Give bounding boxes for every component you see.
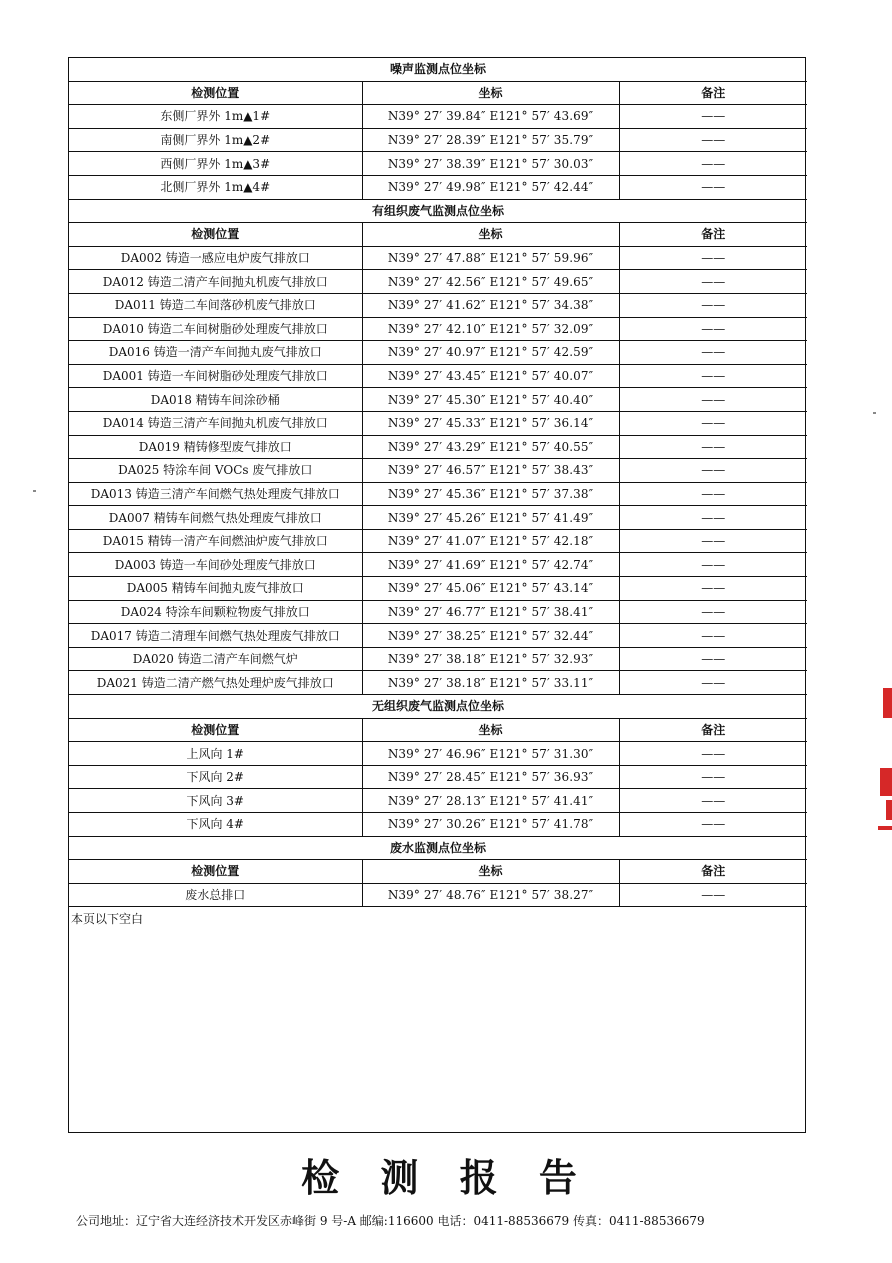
cell-location: 下风向 4# bbox=[69, 813, 362, 837]
table-row bbox=[69, 459, 807, 483]
cell-coordinates: N39° 27′ 45.33″ E121° 57′ 36.14″ bbox=[362, 411, 619, 435]
section-title: 有组织废气监测点位坐标 bbox=[69, 199, 807, 223]
cell-location: 废水总排口 bbox=[69, 883, 362, 907]
cell-coordinates: N39° 27′ 38.18″ E121° 57′ 32.93″ bbox=[362, 647, 619, 671]
column-header-row bbox=[69, 718, 807, 742]
cell-coordinates: N39° 27′ 39.84″ E121° 57′ 43.69″ bbox=[362, 105, 619, 129]
cell-remarks: —— bbox=[619, 742, 807, 766]
cell-coordinates: N39° 27′ 40.97″ E121° 57′ 42.59″ bbox=[362, 341, 619, 365]
cell-location: DA017 铸造二清理车间燃气热处理废气排放口 bbox=[69, 624, 362, 648]
table-row bbox=[69, 105, 807, 129]
cell-location: DA020 铸造二清产车间燃气炉 bbox=[69, 647, 362, 671]
cell-remarks: —— bbox=[619, 647, 807, 671]
scan-speck bbox=[873, 412, 876, 414]
table-row bbox=[69, 789, 807, 813]
cell-location: 上风向 1# bbox=[69, 742, 362, 766]
cell-coordinates: N39° 27′ 46.57″ E121° 57′ 38.43″ bbox=[362, 459, 619, 483]
cell-location: DA010 铸造二车间树脂砂处理废气排放口 bbox=[69, 317, 362, 341]
header-location: 检测位置 bbox=[69, 223, 362, 247]
header-coordinates: 坐标 bbox=[362, 860, 619, 884]
header-remarks: 备注 bbox=[619, 81, 807, 105]
cell-coordinates: N39° 27′ 49.98″ E121° 57′ 42.44″ bbox=[362, 175, 619, 199]
cell-coordinates: N39° 27′ 46.96″ E121° 57′ 31.30″ bbox=[362, 742, 619, 766]
cell-coordinates: N39° 27′ 38.39″ E121° 57′ 30.03″ bbox=[362, 152, 619, 176]
cell-coordinates: N39° 27′ 45.06″ E121° 57′ 43.14″ bbox=[362, 577, 619, 601]
cell-location: DA025 特涂车间 VOCs 废气排放口 bbox=[69, 459, 362, 483]
cell-remarks: —— bbox=[619, 435, 807, 459]
table-row bbox=[69, 435, 807, 459]
section-title-row bbox=[69, 695, 807, 719]
cell-remarks: —— bbox=[619, 482, 807, 506]
cell-coordinates: N39° 27′ 42.10″ E121° 57′ 32.09″ bbox=[362, 317, 619, 341]
table-row bbox=[69, 175, 807, 199]
cell-coordinates: N39° 27′ 45.36″ E121° 57′ 37.38″ bbox=[362, 482, 619, 506]
monitoring-coordinates-table bbox=[69, 58, 807, 907]
table-row bbox=[69, 671, 807, 695]
cell-remarks: —— bbox=[619, 600, 807, 624]
table-row bbox=[69, 624, 807, 648]
cell-coordinates: N39° 27′ 45.26″ E121° 57′ 41.49″ bbox=[362, 506, 619, 530]
header-location: 检测位置 bbox=[69, 81, 362, 105]
blank-page-note: 本页以下空白 bbox=[71, 912, 144, 927]
stamp-edge-mark bbox=[878, 826, 892, 830]
table-row bbox=[69, 529, 807, 553]
table-row bbox=[69, 341, 807, 365]
table-row bbox=[69, 317, 807, 341]
cell-coordinates: N39° 27′ 28.45″ E121° 57′ 36.93″ bbox=[362, 765, 619, 789]
cell-remarks: —— bbox=[619, 293, 807, 317]
cell-remarks: —— bbox=[619, 175, 807, 199]
table-row bbox=[69, 128, 807, 152]
cell-remarks: —— bbox=[619, 317, 807, 341]
section-title-row bbox=[69, 836, 807, 860]
header-remarks: 备注 bbox=[619, 718, 807, 742]
section-title-row bbox=[69, 199, 807, 223]
cell-remarks: —— bbox=[619, 459, 807, 483]
cell-remarks: —— bbox=[619, 388, 807, 412]
header-location: 检测位置 bbox=[69, 718, 362, 742]
cell-location: DA003 铸造一车间砂处理废气排放口 bbox=[69, 553, 362, 577]
table-row bbox=[69, 600, 807, 624]
cell-coordinates: N39° 27′ 30.26″ E121° 57′ 41.78″ bbox=[362, 813, 619, 837]
cell-location: DA011 铸造二车间落砂机废气排放口 bbox=[69, 293, 362, 317]
cell-remarks: —— bbox=[619, 246, 807, 270]
stamp-edge-mark bbox=[880, 768, 892, 796]
header-coordinates: 坐标 bbox=[362, 81, 619, 105]
cell-coordinates: N39° 27′ 47.88″ E121° 57′ 59.96″ bbox=[362, 246, 619, 270]
cell-location: DA019 精铸修型废气排放口 bbox=[69, 435, 362, 459]
cell-remarks: —— bbox=[619, 671, 807, 695]
table-row bbox=[69, 553, 807, 577]
cell-remarks: —— bbox=[619, 152, 807, 176]
stamp-edge-mark bbox=[883, 688, 892, 718]
section-title: 废水监测点位坐标 bbox=[69, 836, 807, 860]
header-remarks: 备注 bbox=[619, 223, 807, 247]
cell-remarks: —— bbox=[619, 577, 807, 601]
cell-location: DA001 铸造一车间树脂砂处理废气排放口 bbox=[69, 364, 362, 388]
cell-location: DA005 精铸车间抛丸废气排放口 bbox=[69, 577, 362, 601]
cell-location: 下风向 2# bbox=[69, 765, 362, 789]
table-row bbox=[69, 883, 807, 907]
cell-remarks: —— bbox=[619, 411, 807, 435]
table-row bbox=[69, 246, 807, 270]
table-row bbox=[69, 364, 807, 388]
table-row bbox=[69, 482, 807, 506]
cell-location: DA018 精铸车间涂砂桶 bbox=[69, 388, 362, 412]
cell-location: DA013 铸造三清产车间燃气热处理废气排放口 bbox=[69, 482, 362, 506]
cell-remarks: —— bbox=[619, 624, 807, 648]
section-title: 噪声监测点位坐标 bbox=[69, 58, 807, 81]
cell-location: DA016 铸造一清产车间抛丸废气排放口 bbox=[69, 341, 362, 365]
company-address-footer: 公司地址：辽宁省大连经济技术开发区赤峰街 9 号-A 邮编:116600 电话：0411-88536679 传真：0411-88536679 bbox=[76, 1214, 705, 1228]
cell-remarks: —— bbox=[619, 813, 807, 837]
cell-coordinates: N39° 27′ 28.39″ E121° 57′ 35.79″ bbox=[362, 128, 619, 152]
cell-coordinates: N39° 27′ 43.29″ E121° 57′ 40.55″ bbox=[362, 435, 619, 459]
cell-location: 南侧厂界外 1m▲2# bbox=[69, 128, 362, 152]
cell-location: 西侧厂界外 1m▲3# bbox=[69, 152, 362, 176]
header-location: 检测位置 bbox=[69, 860, 362, 884]
cell-coordinates: N39° 27′ 43.45″ E121° 57′ 40.07″ bbox=[362, 364, 619, 388]
header-coordinates: 坐标 bbox=[362, 223, 619, 247]
table-row bbox=[69, 813, 807, 837]
cell-remarks: —— bbox=[619, 529, 807, 553]
cell-remarks: —— bbox=[619, 105, 807, 129]
cell-remarks: —— bbox=[619, 128, 807, 152]
cell-location: DA024 特涂车间颗粒物废气排放口 bbox=[69, 600, 362, 624]
cell-location: DA021 铸造二清产燃气热处理炉废气排放口 bbox=[69, 671, 362, 695]
header-remarks: 备注 bbox=[619, 860, 807, 884]
cell-coordinates: N39° 27′ 41.69″ E121° 57′ 42.74″ bbox=[362, 553, 619, 577]
column-header-row bbox=[69, 223, 807, 247]
stamp-edge-mark bbox=[886, 800, 892, 820]
cell-location: DA014 铸造三清产车间抛丸机废气排放口 bbox=[69, 411, 362, 435]
cell-coordinates: N39° 27′ 41.62″ E121° 57′ 34.38″ bbox=[362, 293, 619, 317]
report-title: 检 测 报 告 bbox=[301, 1156, 591, 1200]
cell-location: 东侧厂界外 1m▲1# bbox=[69, 105, 362, 129]
column-header-row bbox=[69, 81, 807, 105]
section-title: 无组织废气监测点位坐标 bbox=[69, 695, 807, 719]
cell-location: DA015 精铸一清产车间燃油炉废气排放口 bbox=[69, 529, 362, 553]
cell-coordinates: N39° 27′ 38.25″ E121° 57′ 32.44″ bbox=[362, 624, 619, 648]
cell-remarks: —— bbox=[619, 789, 807, 813]
cell-coordinates: N39° 27′ 48.76″ E121° 57′ 38.27″ bbox=[362, 883, 619, 907]
cell-remarks: —— bbox=[619, 364, 807, 388]
cell-remarks: —— bbox=[619, 553, 807, 577]
table-row bbox=[69, 388, 807, 412]
column-header-row bbox=[69, 860, 807, 884]
cell-location: 北侧厂界外 1m▲4# bbox=[69, 175, 362, 199]
table-row bbox=[69, 765, 807, 789]
table-row bbox=[69, 742, 807, 766]
cell-coordinates: N39° 27′ 38.18″ E121° 57′ 33.11″ bbox=[362, 671, 619, 695]
cell-location: DA007 精铸车间燃气热处理废气排放口 bbox=[69, 506, 362, 530]
cell-remarks: —— bbox=[619, 883, 807, 907]
header-coordinates: 坐标 bbox=[362, 718, 619, 742]
cell-coordinates: N39° 27′ 46.77″ E121° 57′ 38.41″ bbox=[362, 600, 619, 624]
cell-coordinates: N39° 27′ 28.13″ E121° 57′ 41.41″ bbox=[362, 789, 619, 813]
cell-remarks: —— bbox=[619, 506, 807, 530]
scan-speck bbox=[33, 490, 36, 492]
section-title-row bbox=[69, 58, 807, 81]
table-row bbox=[69, 270, 807, 294]
table-row bbox=[69, 293, 807, 317]
cell-location: DA002 铸造一感应电炉废气排放口 bbox=[69, 246, 362, 270]
table-row bbox=[69, 506, 807, 530]
cell-remarks: —— bbox=[619, 765, 807, 789]
table-row bbox=[69, 411, 807, 435]
cell-coordinates: N39° 27′ 45.30″ E121° 57′ 40.40″ bbox=[362, 388, 619, 412]
table-row bbox=[69, 152, 807, 176]
report-frame bbox=[68, 57, 806, 1133]
cell-coordinates: N39° 27′ 41.07″ E121° 57′ 42.18″ bbox=[362, 529, 619, 553]
cell-remarks: —— bbox=[619, 270, 807, 294]
cell-location: DA012 铸造二清产车间抛丸机废气排放口 bbox=[69, 270, 362, 294]
cell-remarks: —— bbox=[619, 341, 807, 365]
cell-location: 下风向 3# bbox=[69, 789, 362, 813]
table-row bbox=[69, 647, 807, 671]
cell-coordinates: N39° 27′ 42.56″ E121° 57′ 49.65″ bbox=[362, 270, 619, 294]
table-row bbox=[69, 577, 807, 601]
